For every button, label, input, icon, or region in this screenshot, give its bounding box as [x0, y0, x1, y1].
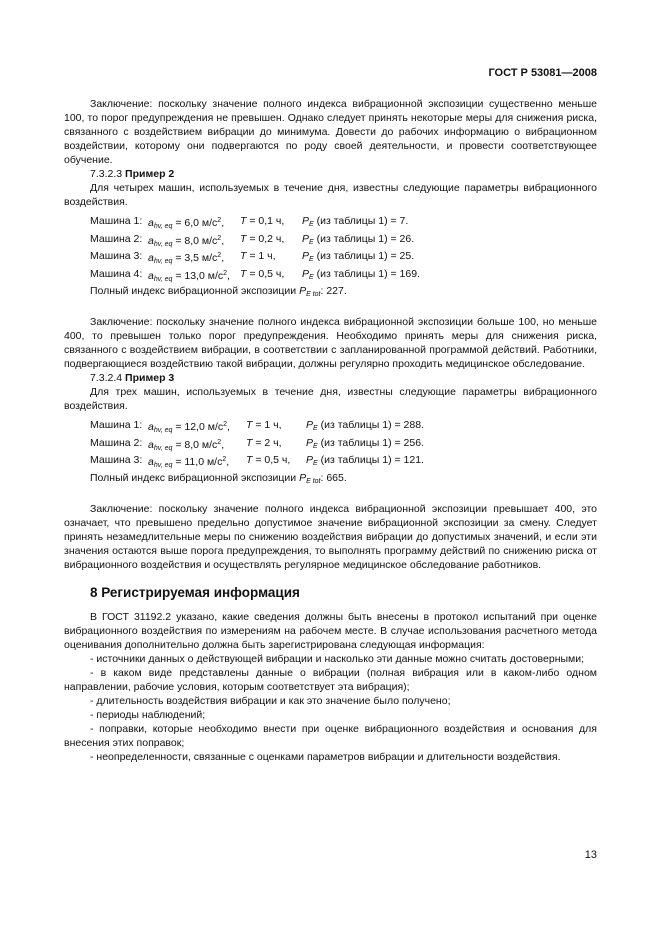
acceleration-value: $a_{hv, eq} = 3,5$ $м/с^2$, [148, 252, 225, 265]
duration-value: T = 1 ч, [240, 250, 276, 262]
machine-name: Машина 1: [90, 419, 143, 431]
acceleration-value: $a_{hv, eq} = 11,0$ $м/с^2$, [148, 456, 230, 469]
acceleration-value: $a_{hv, eq} = 8,0$ $м/с^2$, [148, 438, 225, 452]
example3-heading [90, 371, 597, 385]
example2-machine-row [90, 232, 597, 250]
list-item: - источники данных о действующей вибрации и насколько эти данные можно считать достоверными; [90, 652, 585, 665]
section8-title: 8 Регистрируемая информация [90, 584, 300, 600]
example3-title: Пример 3 [125, 372, 175, 384]
duration-value: T = 2 ч, [246, 436, 282, 449]
example2-heading [90, 167, 597, 181]
machine-name: Машина 4: [90, 267, 143, 280]
example2-machine-row [90, 249, 597, 267]
exposure-points: $P_E$ (из таблицы 1) = 288. [306, 419, 424, 432]
example2-intro: Для четырех машин, используемых в течение дня, известны следующие параметры вибрационного воздействия. [64, 182, 597, 208]
exposure-points: $P_E$ (из таблицы 1) = 121. [306, 454, 424, 467]
list-item: - в каком виде представлены данные о вибрации (полная вибрация или в каком-либо одном направлении, рабочие условия, которым соответствует эта вибрация); [64, 666, 597, 693]
example3-machine-row [90, 453, 597, 471]
acceleration-value: $a_{hv, eq} = 8,0$ $м/с^2$, [148, 234, 225, 248]
example2-conclusion: Заключение: поскольку значение полного индекса вибрационной экспозиции больше 100, но меньше 400, то превышен только порог предупреждения. Необходимо принять меры для снижения риска, связанного с воздействием вибрации, в соответствии с запланированной программой действий. Работники, подвергающиеся воздействию такой вибрации, должны регулярно проходить медицинское обследование. [64, 316, 597, 370]
example2-number: 7.3.2.3 [90, 168, 123, 180]
example2-machine-row [90, 267, 597, 285]
duration-value: T = 0,5 ч, [246, 454, 291, 466]
exposure-points: $P_E$ (из таблицы 1) = 169. [302, 267, 420, 281]
page-content [64, 97, 597, 764]
example3-intro: Для трех машин, используемых в течение дня, известны следующие параметры вибрационного воздействия. [64, 386, 597, 412]
machine-name: Машина 2: [90, 232, 143, 245]
example2-machine-row [90, 214, 597, 232]
duration-value: T = 0,2 ч, [240, 232, 285, 245]
list-item: - периоды наблюдений; [90, 708, 206, 721]
example3-conclusion: Заключение: поскольку значение полного индекса вибрационной экспозиции превышает 400, это означает, что превышено предельно допустимое значение вибрационной экспозиции за смену. Следует принять незамедлительные меры по снижению воздействия вибрации до допустимых значений, и если эти значения остаются выше порога предупреждения, то выполнять программу действий по снижению риска от вибрационного воздействия и осуществлять регулярное медицинское обследование работников. [64, 502, 597, 571]
machine-name: Машина 2: [90, 436, 143, 449]
exposure-points: $P_E$ (из таблицы 1) = 25. [302, 250, 415, 263]
acceleration-value: $a_{hv, eq} = 12,0$ $м/с^2$, [148, 421, 230, 434]
list-item: - поправки, которые необходимо внести при оценке вибрационного воздействия и основания для внесения этих поправок; [64, 722, 597, 749]
list-item: - длительность воздействия вибрации и как это значение было получено; [90, 694, 451, 707]
exposure-points: $P_E$ (из таблицы 1) = 26. [302, 232, 415, 246]
example3-machine-row [90, 418, 597, 436]
duration-value: T = 1 ч, [246, 419, 282, 431]
example2-total: Полный индекс вибрационной экспозиции $P_{E tot}$: 227. [90, 285, 347, 298]
document-header-code: ГОСТ Р 53081—2008 [488, 67, 597, 79]
exposure-points: $P_E$ (из таблицы 1) = 7. [302, 215, 409, 228]
acceleration-value: $a_{hv, eq} = 6,0$ $м/с^2$, [148, 217, 225, 230]
example2-title: Пример 2 [125, 168, 175, 180]
example1-conclusion: Заключение: поскольку значение полного индекса вибрационной экспозиции существенно меньше 100, то порог предупреждения не превышен. Однако следует принять некоторые меры для снижения риска, связанного с воздействием вибрации до минимума. Довести до рабочих информацию о вибрационном воздействии, которому они подвергаются по роду своей деятельности, и провести соответствующее обучение. [64, 98, 597, 166]
example3-total: Полный индекс вибрационной экспозиции $P_{E tot}$: 665. [90, 471, 347, 485]
example3-number: 7.3.2.4 [90, 372, 123, 384]
acceleration-value: $a_{hv, eq} = 13,0$ $м/с^2$, [148, 269, 230, 283]
list-item: - неопределенности, связанные с оценками параметров вибрации и длительности воздействия. [90, 750, 561, 763]
example3-machine-row [90, 436, 597, 454]
exposure-points: $P_E$ (из таблицы 1) = 256. [306, 436, 424, 450]
machine-name: Машина 3: [90, 454, 143, 466]
page-number: 13 [584, 849, 597, 861]
machine-name: Машина 1: [90, 215, 143, 227]
section8-intro: В ГОСТ 31192.2 указано, какие сведения должны быть внесены в протокол испытаний при оценке вибрационного воздействия по измерениям на рабочем месте. В случае использования расчетного метода оценивания дополнительно должна быть зарегистрирована следующая информация: [64, 610, 597, 651]
machine-name: Машина 3: [90, 250, 143, 262]
duration-value: T = 0,1 ч, [240, 215, 285, 227]
duration-value: T = 0,5 ч, [240, 267, 285, 280]
